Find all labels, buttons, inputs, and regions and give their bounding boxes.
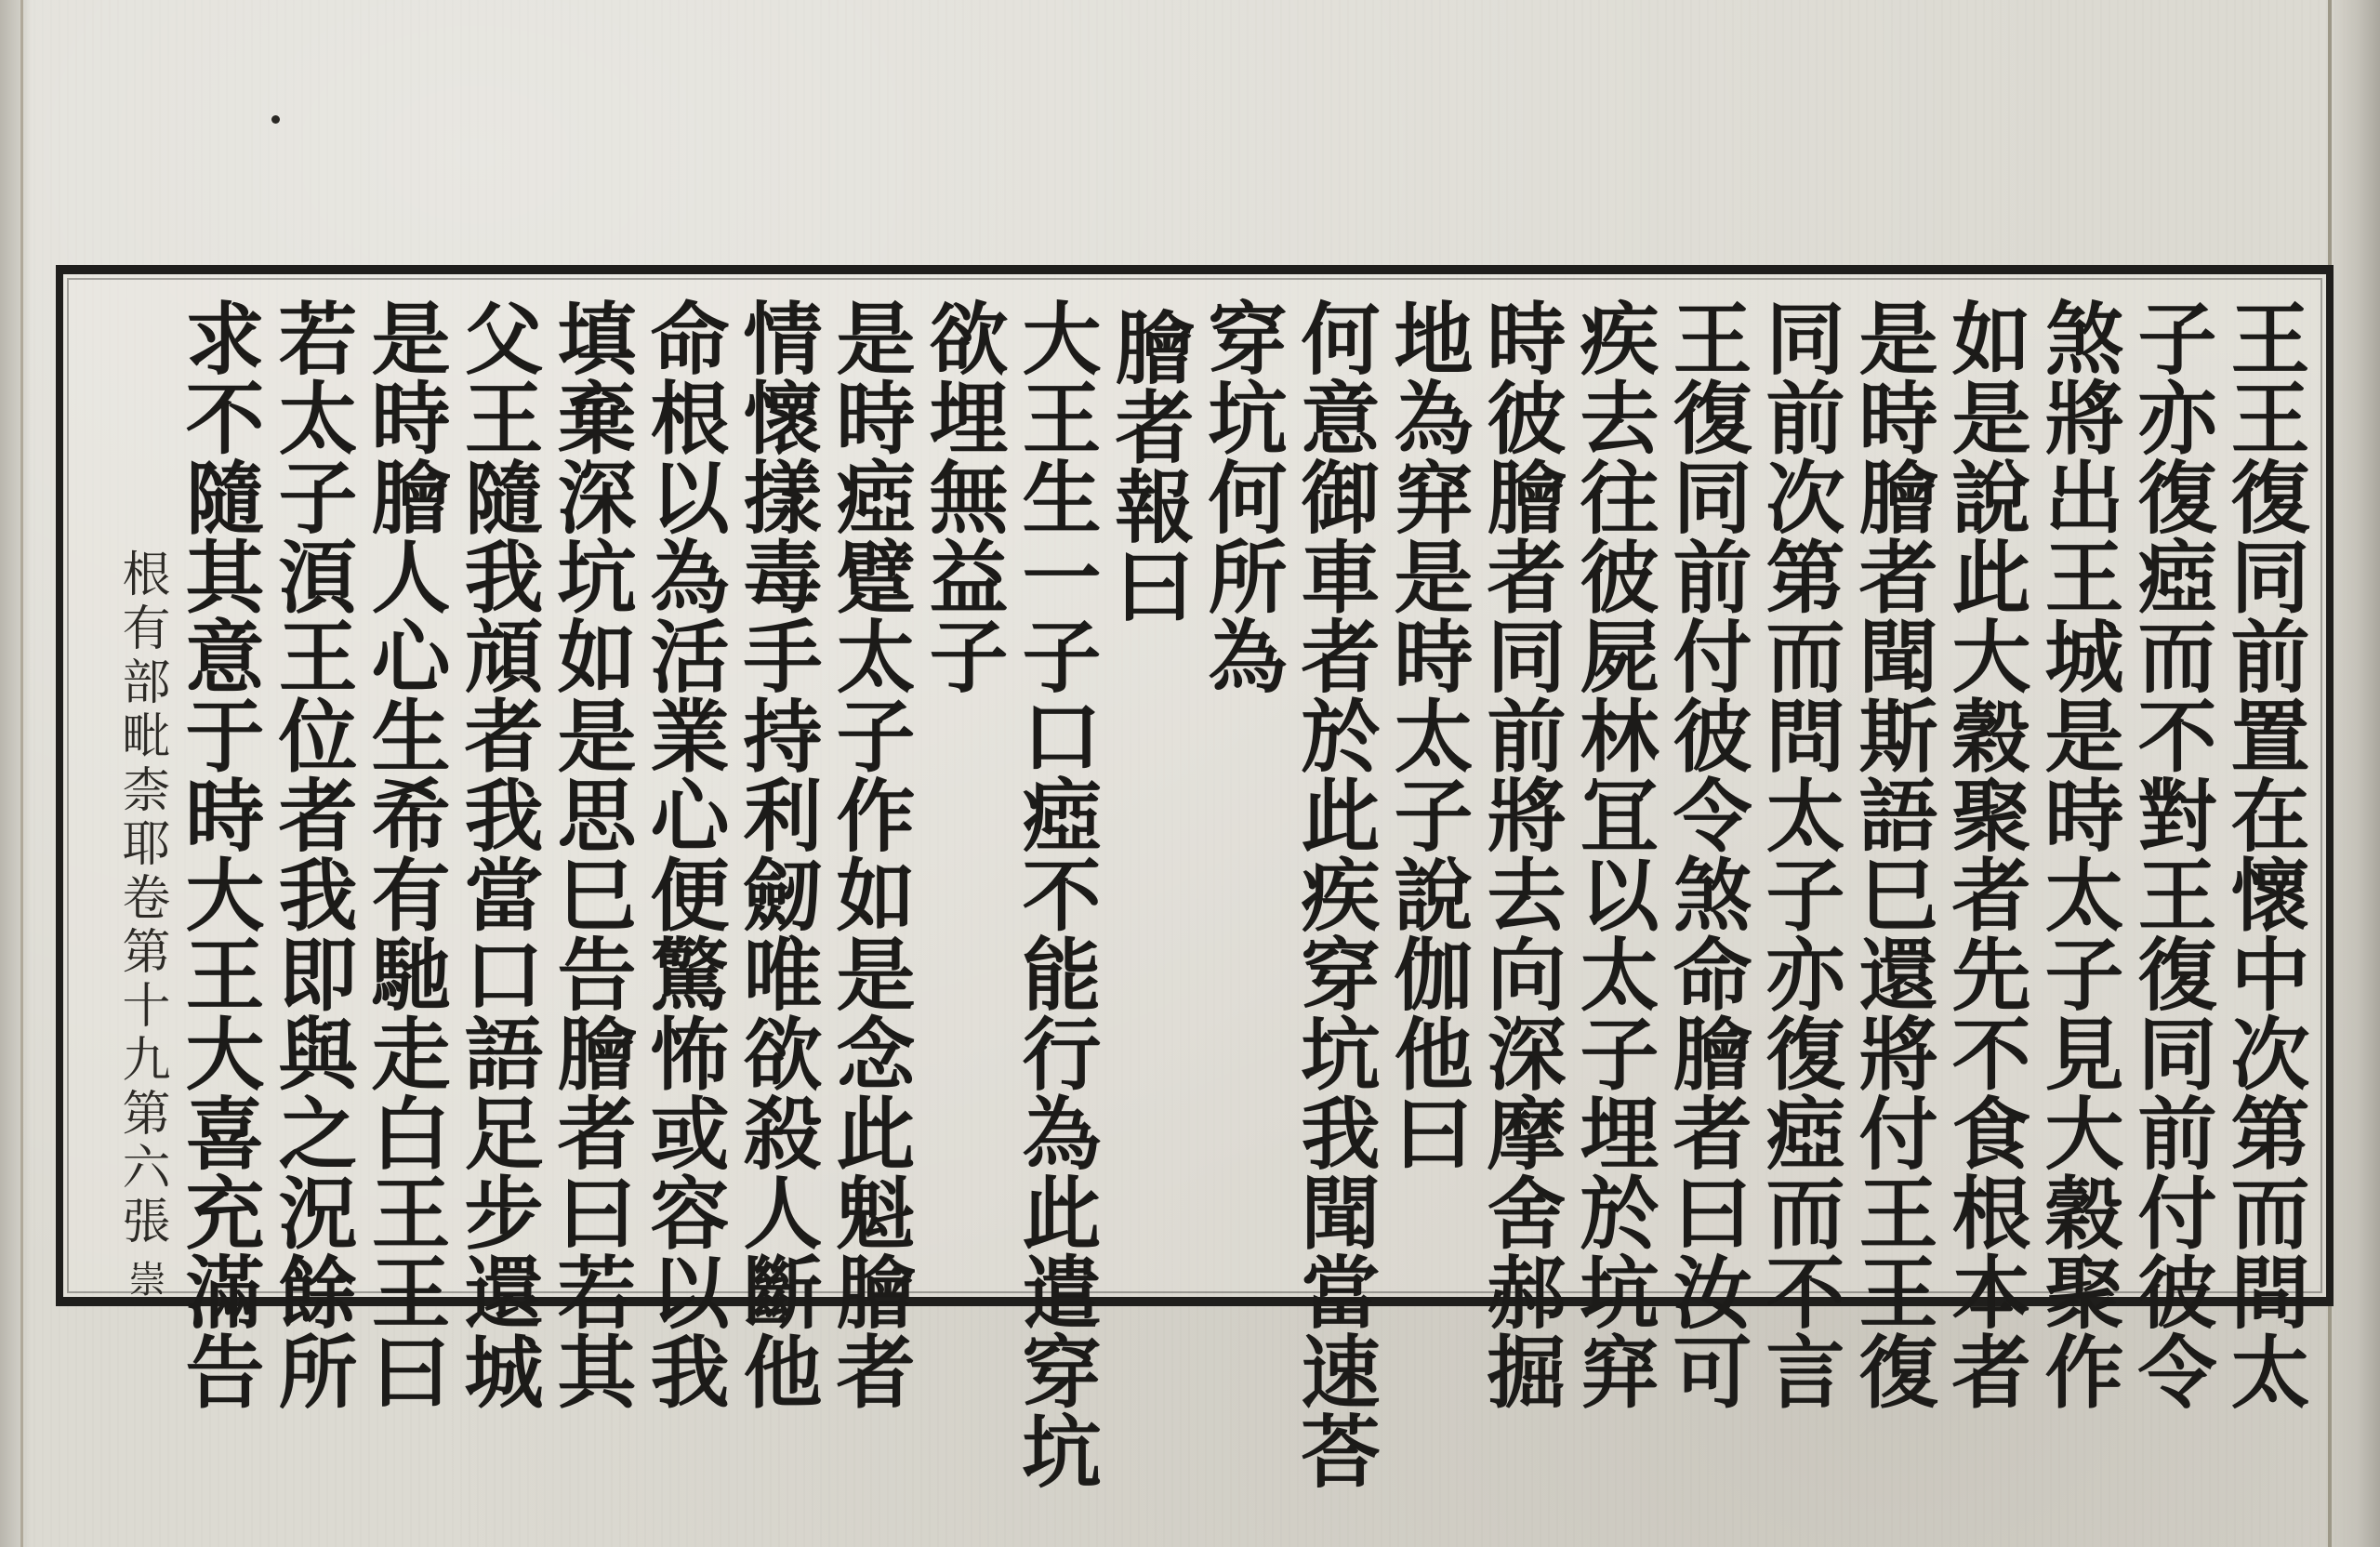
text-column-1: 王王復同前置在懷中次第而問太 — [2217, 298, 2310, 1410]
text-column-14: 大王生一子口瘂不能行為此遣穿坑 — [1009, 298, 1102, 1490]
text-column-16: 是時瘂躄太子作如是念此魁膾者 — [823, 298, 916, 1410]
text-column-20: 父王隨我頏者我當口語足步還城 — [451, 298, 544, 1410]
text-column-9: 時彼膾者同前將去向深摩舍郝掘 — [1474, 298, 1567, 1410]
left-page-edge — [0, 0, 32, 1547]
carver-seal-mark: 崇 — [123, 1260, 165, 1298]
text-column-21: 是時膾人心生希有馳走白王王曰 — [358, 298, 451, 1410]
text-column-18: 命根以為活業心便驚怖或容以我 — [637, 298, 730, 1410]
ink-speck — [271, 115, 280, 124]
text-column-6: 同前次第而問太子亦復瘂而不言 — [1752, 298, 1845, 1410]
text-column-8: 疾去往彼屍林冝以太子埋於坑穽 — [1567, 298, 1659, 1410]
sheet-number-label: 第六張 — [113, 1088, 169, 1250]
text-column-5: 是時膾者聞斯語巳還將付王王復 — [1845, 298, 1938, 1410]
text-column-13: 膾者報曰 — [1102, 307, 1195, 625]
text-column-3: 煞將出王城是時太子見大穀聚作 — [2031, 298, 2124, 1410]
text-column-4: 如是說此大穀聚者先不食根本者 — [1938, 298, 2031, 1410]
left-binding-line — [20, 0, 23, 1547]
text-column-11: 何意御車者於此疾穿坑我聞當速荅 — [1288, 298, 1381, 1490]
text-column-2: 子亦復瘂而不對王復同前付彼令 — [2124, 298, 2217, 1410]
text-column-7: 王復同前付彼令煞命膾者曰汝可 — [1659, 298, 1752, 1410]
text-column-23: 求不隨其意于時大王大喜充滿告 — [172, 298, 265, 1410]
text-column-17: 情懷㨾毒手持利劒唯欲殺人斷他 — [730, 298, 823, 1410]
text-column-19: 填棄深坑如是思巳告膾者曰若其 — [544, 298, 637, 1410]
text-column-10: 地為穽是時太子說伽他曰 — [1381, 298, 1474, 1172]
text-column-22: 若太子湏王位者我即與之況餘所 — [265, 298, 358, 1410]
text-column-12: 穿坑何所為 — [1195, 298, 1288, 695]
fascicle-title-note: 根有部毗柰耶卷第十九 — [113, 549, 169, 1088]
text-column-15: 欲埋無益子 — [916, 298, 1009, 695]
